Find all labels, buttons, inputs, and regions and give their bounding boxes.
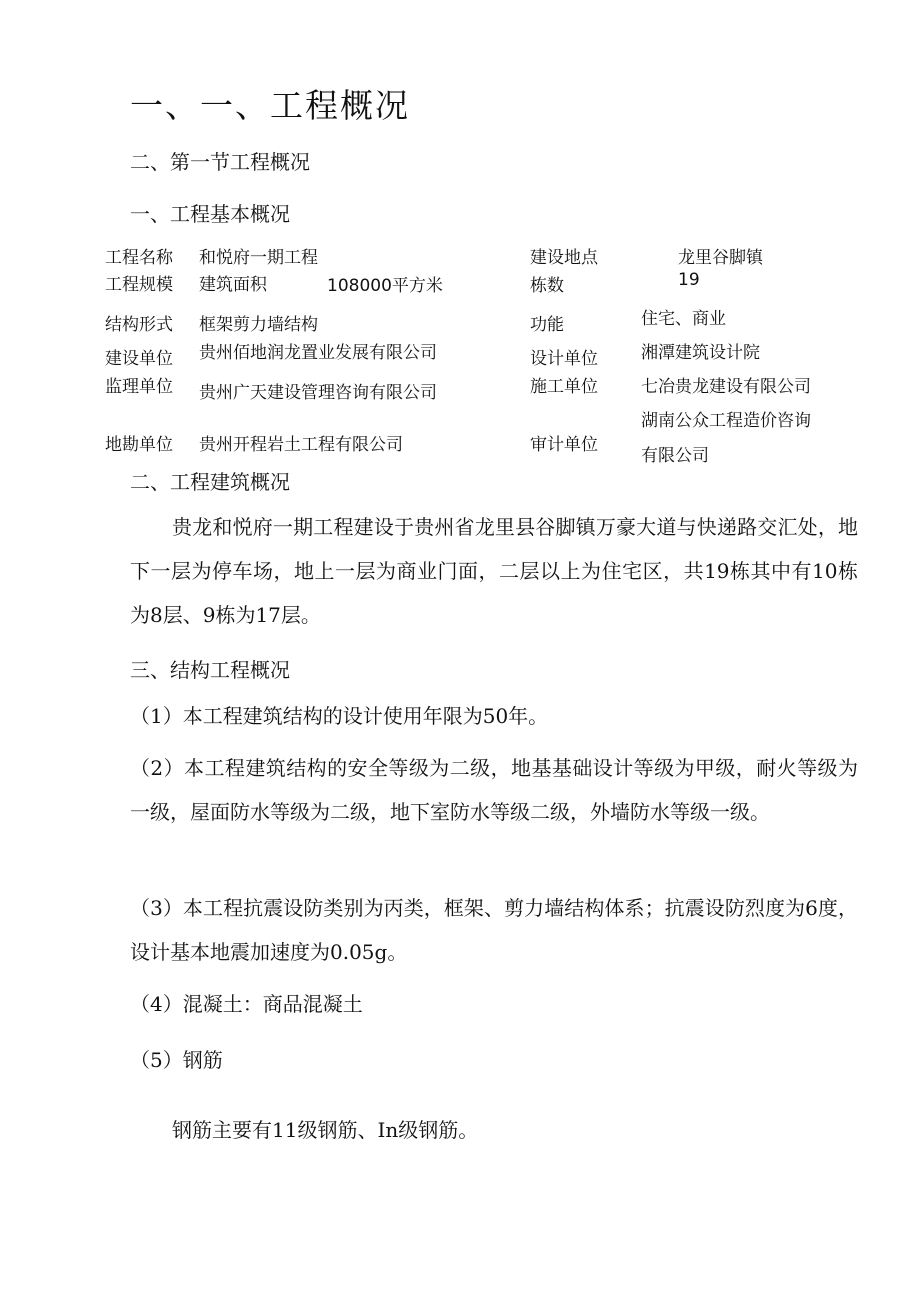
survey-value: 贵州开程岩土工程有限公司 <box>199 435 403 455</box>
area-value: 108000平方米 <box>327 276 443 296</box>
subsection-heading-structure: 三、结构工程概况 <box>130 658 290 682</box>
survey-label: 地勘单位 <box>105 435 173 455</box>
supervisor-label: 监理单位 <box>105 377 173 397</box>
structure-item-3: （3）本工程抗震设防类别为丙类，框架、剪力墙结构体系；抗震设防烈度为6度，设计基本地震加速度为0.05g。 <box>130 896 858 964</box>
structure-label: 结构形式 <box>105 315 173 335</box>
function-label: 功能 <box>530 315 564 335</box>
scale-label: 工程规模 <box>105 275 173 295</box>
structure-value: 框架剪力墙结构 <box>199 315 318 335</box>
structure-item-1: （1）本工程建筑结构的设计使用年限为50年。 <box>130 704 549 728</box>
designer-value: 湘潭建筑设计院 <box>641 343 760 363</box>
structure-item-4: （4）混凝土：商品混凝土 <box>130 992 363 1016</box>
project-name-value: 和悦府一期工程 <box>199 248 318 268</box>
building-count-value: 19 <box>678 270 700 290</box>
architecture-paragraph: 贵龙和悦府一期工程建设于贵州省龙里县谷脚镇万豪大道与快递路交汇处，地下一层为停车场，地上一层为商业门面，二层以上为住宅区，共19栋其中有10栋为8层、9栋为17层。 <box>130 515 858 627</box>
contractor-value: 七冶贵龙建设有限公司 <box>641 377 811 397</box>
owner-value: 贵州佰地润龙置业发展有限公司 <box>199 343 437 363</box>
designer-label: 设计单位 <box>530 349 598 369</box>
location-value: 龙里谷脚镇 <box>678 248 763 268</box>
audit-label: 审计单位 <box>530 435 598 455</box>
section-heading: 二、第一节工程概况 <box>130 150 310 174</box>
owner-label: 建设单位 <box>105 349 173 369</box>
subsection-heading-basic: 一、工程基本概况 <box>130 202 290 226</box>
supervisor-value: 贵州广天建设管理咨询有限公司 <box>199 383 437 403</box>
location-label: 建设地点 <box>530 248 598 268</box>
rebar-paragraph: 钢筋主要有11级钢筋、In级钢筋。 <box>172 1118 479 1142</box>
project-name-label: 工程名称 <box>105 248 173 268</box>
page-title: 一、一、工程概况 <box>130 86 410 125</box>
audit-value-line2: 有限公司 <box>641 446 709 466</box>
function-value: 住宅、商业 <box>641 309 726 329</box>
structure-item-2: （2）本工程建筑结构的安全等级为二级，地基基础设计等级为甲级，耐火等级为一级，屋面防水等级为二级，地下室防水等级二级，外墙防水等级一级。 <box>130 756 858 824</box>
area-label: 建筑面积 <box>199 275 267 295</box>
building-count-label: 栋数 <box>530 276 564 296</box>
contractor-label: 施工单位 <box>530 377 598 397</box>
structure-item-5: （5）钢筋 <box>130 1048 223 1072</box>
subsection-heading-architecture: 二、工程建筑概况 <box>130 470 290 494</box>
audit-value-line1: 湖南公众工程造价咨询 <box>641 411 811 431</box>
